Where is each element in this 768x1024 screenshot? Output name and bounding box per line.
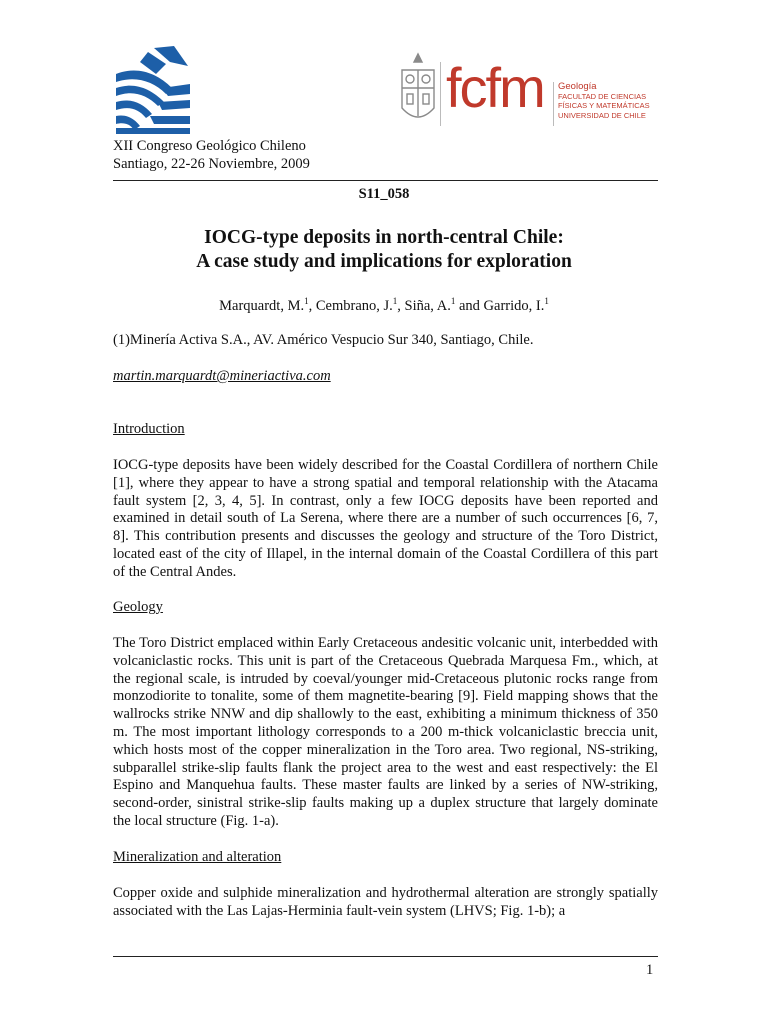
author-affil-sup: 1 (544, 296, 549, 306)
author-name: Marquardt, M. (219, 297, 305, 314)
section-heading-introduction: Introduction (113, 421, 185, 437)
faculty-line2: FÍSICAS Y MATEMÁTICAS (558, 101, 650, 110)
title-line2: A case study and implications for exploration (196, 251, 572, 272)
mineralization-paragraph: Copper oxide and sulphide mineralization and hydrothermal alteration are strongly spatially associated with the Las Lajas-Herminia fault-vein system (LHVS; Fig. 1-b); a (113, 885, 658, 919)
faculty-line3: UNIVERSIDAD DE CHILE (558, 110, 646, 120)
congress-name: XII Congreso Geológico Chileno (113, 138, 306, 154)
header-rule (113, 180, 658, 181)
title-line1: IOCG-type deposits in north-central Chile: (204, 227, 564, 248)
congress-dates: Santiago, 22-26 Noviembre, 2009 (113, 156, 310, 172)
dept-label: Geología (558, 81, 597, 92)
faculty-line1: FACULTAD DE CIENCIAS (558, 91, 647, 101)
fcfm-wordmark: fcfm (446, 56, 544, 119)
congress-info (113, 137, 310, 173)
section-heading-geology: Geology (113, 599, 163, 615)
author-list: Marquardt, M.$^1$, Cembrano, J.$^1$, Siña, A.$^1$ and Garrido, I.$^1$ (219, 296, 549, 314)
university-seal-icon (398, 52, 438, 130)
email-link[interactable]: martin.marquardt@mineriactiva.com (113, 368, 331, 384)
affiliation: (1)Minería Activa S.A., AV. Américo Vespucio Sur 340, Santiago, Chile. (113, 332, 534, 348)
section-heading-mineralization: Mineralization and alteration (113, 849, 282, 865)
page-number: 1 (646, 962, 654, 978)
fcfm-logo (398, 52, 660, 130)
author-name: Cembrano, J. (315, 297, 393, 314)
paper-title (0, 226, 768, 274)
author-affil-sup: 1 (304, 296, 309, 306)
geology-paragraph: The Toro District emplaced within Early Cretaceous andesitic volcanic unit, interbedded with volcaniclastic rocks. This unit is part of the Cretaceous Quebrada Marquesa Fm., which, at the regional scale, is intruded by coeval/younger mid-Cretaceous plutonic rocks range from monzodiorite to tonalite, some of them magnetite-bearing [9]. Field mapping shows that the wallrocks strike NNW and dip shallowly to the east, exhibiting a minimum thickness of 350 m. The most important lithology corresponds to a 200 m-thick volcaniclastic breccia unit, which hosts most of the copper mineralization in the Toro area. Two regional, NS-striking, subparallel strike-slip faults flank the project area to the west and east respectively: the El Espino and Manquehua faults. These master faults are linked by a series of NW-striking, second-order, sinistral strike-slip faults making up a duplex structure that largely dominate the local structure (Fig. 1-a). (113, 635, 658, 829)
author-affil-sup: 1 (392, 296, 398, 306)
author-name: Siña, A. (404, 297, 451, 314)
introduction-paragraph: IOCG-type deposits have been widely described for the Coastal Cordillera of northern Chile [1], where they appear to have a strong spatial and temporal relationship with the Atacama fault system [2, 3, 4, 5]. In contrast, only a few IOCG deposits have been reported and examined in detail south of La Serena, where there are a number of such occurrences [6, 7, 8]. This contribution presents and discusses the geology and structure of the Toro District, located east of the city of Illapel, in the internal domain of the Coastal Cordillera of this part of the Central Andes. (113, 457, 658, 580)
author-name: Garrido, I. (483, 297, 545, 314)
congress-logo (110, 44, 196, 138)
footer-rule (113, 956, 658, 957)
paper-id: S11_058 (358, 186, 410, 202)
author-affil-sup: 1 (450, 296, 456, 306)
